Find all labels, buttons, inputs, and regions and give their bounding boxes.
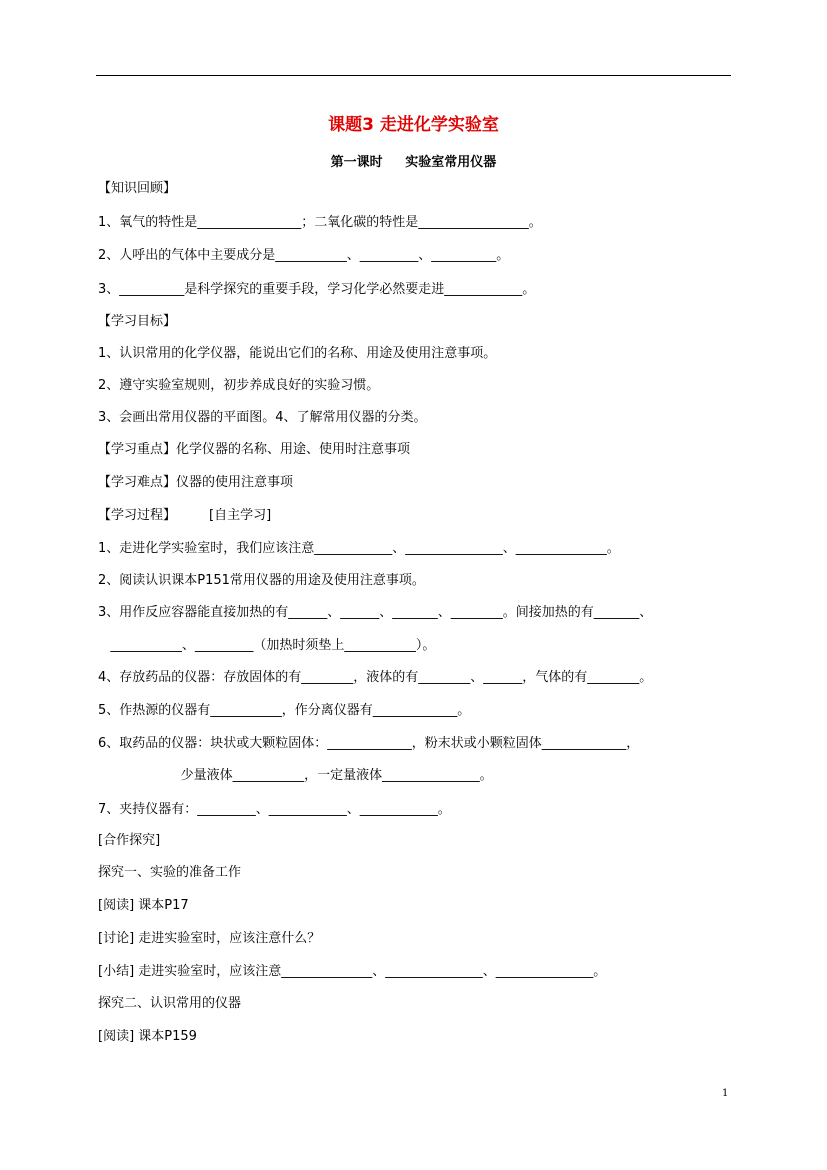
process-question-5: 5、作热源的仪器有___________，作分离仪器有_____________。 bbox=[98, 703, 471, 718]
process-question-7: 7、夹持仪器有：_________、____________、____________。 bbox=[98, 802, 451, 817]
section-learning-goals: 【学习目标】 bbox=[98, 314, 177, 329]
inquiry-2-reading: [阅读] 课本P159 bbox=[98, 1029, 197, 1044]
goal-3: 3、会画出常用仪器的平面图。4、了解常用仪器的分类。 bbox=[98, 410, 427, 425]
section-cooperative-inquiry: [合作探究] bbox=[98, 833, 161, 848]
lesson-title: 课题3 走进化学实验室 bbox=[328, 115, 499, 135]
process-question-3: 3、用作反应容器能直接加热的有______、______、_______、________。间接加热的有_______、 bbox=[98, 605, 653, 620]
difficult-points: 【学习难点】仪器的使用注意事项 bbox=[98, 475, 294, 490]
process-question-3-cont: ___________、_________（加热时须垫上___________）。 bbox=[98, 638, 436, 653]
review-question-3: 3、__________是科学探究的重要手段，学习化学必然要走进____________。 bbox=[98, 282, 536, 297]
inquiry-1-title: 探究一、实验的准备工作 bbox=[98, 865, 242, 880]
review-question-2: 2、人呼出的气体中主要成分是___________、_________、__________。 bbox=[98, 248, 510, 263]
inquiry-2-title: 探究二、认识常用的仪器 bbox=[98, 996, 242, 1011]
process-question-1: 1、走进化学实验室时，我们应该注意____________、_______________、______________。 bbox=[98, 541, 620, 556]
lesson-subtitle: 第一课时 实验室常用仪器 bbox=[330, 155, 497, 170]
goal-1: 1、认识常用的化学仪器，能说出它们的名称、用途及使用注意事项。 bbox=[98, 346, 497, 361]
process-question-2: 2、阅读认识课本P151常用仪器的用途及使用注意事项。 bbox=[98, 573, 425, 588]
key-points: 【学习重点】化学仪器的名称、用途、使用时注意事项 bbox=[98, 442, 411, 457]
review-question-1: 1、氧气的特性是________________；二氧化碳的特性是_________________。 bbox=[98, 215, 542, 230]
page-number: 1 bbox=[722, 1088, 729, 1099]
header-rule bbox=[96, 75, 731, 76]
process-question-6-cont: 少量液体___________，一定量液体_______________。 bbox=[98, 768, 493, 783]
inquiry-1-discussion: [讨论] 走进实验室时，应该注意什么？ bbox=[98, 931, 321, 946]
inquiry-1-summary: [小结] 走进实验室时，应该注意______________、_______________、_______________。 bbox=[98, 964, 607, 979]
section-knowledge-review: 【知识回顾】 bbox=[98, 181, 177, 196]
process-question-4: 4、存放药品的仪器：存放固体的有________，液体的有________、______，气体的有________。 bbox=[98, 670, 653, 685]
inquiry-1-reading: [阅读] 课本P17 bbox=[98, 898, 189, 913]
section-learning-process: 【学习过程】 [自主学习] bbox=[98, 508, 272, 523]
process-question-6: 6、取药品的仪器：块状或大颗粒固体：_____________，粉末状或小颗粒固体_____________， bbox=[98, 736, 640, 751]
goal-2: 2、遵守实验室规则，初步养成良好的实验习惯。 bbox=[98, 378, 380, 393]
